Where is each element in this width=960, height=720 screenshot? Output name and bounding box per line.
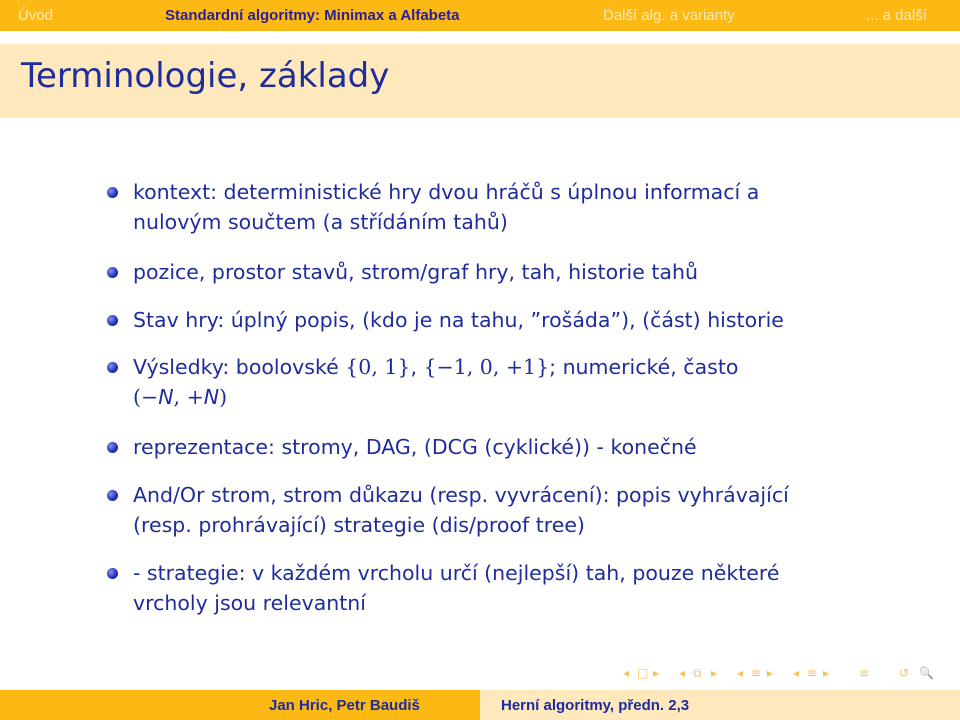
next-part-icon[interactable]: ▸ — [823, 666, 830, 680]
section-icon[interactable]: ≡ — [751, 666, 762, 680]
results-label: Výsledky: boolovské — [133, 355, 346, 379]
bullet-item — [133, 558, 923, 618]
top-navigation-bar — [0, 0, 960, 31]
bullet-text-line: nulovým součtem (a střídáním tahů) — [133, 210, 508, 234]
footer-right — [480, 690, 960, 720]
part-icon[interactable]: ≡ — [807, 666, 818, 680]
nav-link-more[interactable]: ... a další — [866, 7, 927, 24]
next-section-icon[interactable]: ▸ — [767, 666, 774, 680]
slide-title: Terminologie, základy — [21, 56, 390, 96]
bullet-text-line — [133, 352, 923, 382]
prev-section-icon[interactable]: ◂ — [737, 666, 744, 680]
bullet-text-line: Stav hry: úplný popis, (kdo je na tahu, ”rošáda”), (část) historie — [133, 308, 784, 332]
nav-link-uvod[interactable]: Úvod — [18, 7, 54, 24]
zoom-icon[interactable]: 🔍 — [919, 666, 934, 680]
subsection-icon[interactable]: ⧉ — [693, 666, 702, 680]
separator: , — [410, 355, 424, 379]
range-open: (− — [133, 385, 159, 409]
beamer-navigation-symbols — [623, 666, 953, 682]
bullet-item — [133, 432, 923, 462]
bullet-icon — [107, 490, 118, 501]
boolean-set: {0, 1} — [345, 355, 411, 379]
bullet-icon — [107, 442, 118, 453]
bullet-item — [133, 352, 923, 412]
footer-left — [0, 690, 480, 720]
bullet-icon — [107, 362, 118, 373]
prev-frame-icon[interactable]: ◂ — [623, 666, 630, 680]
bullet-item — [133, 305, 923, 335]
bullet-text-line: - strategie: v každém vrcholu určí (nejlepší) tah, pouze některé — [133, 561, 780, 585]
slide-footer — [0, 690, 960, 720]
numeric-label: ; numerické, často — [549, 355, 739, 379]
prev-subsection-icon[interactable]: ◂ — [679, 666, 686, 680]
prev-part-icon[interactable]: ◂ — [793, 666, 800, 680]
bullet-text-line: (resp. prohrávající) strategie (dis/proof tree) — [133, 513, 585, 537]
bullet-icon — [107, 267, 118, 278]
bullet-icon — [107, 568, 118, 579]
bullet-text-line: And/Or strom, strom důkazu (resp. vyvrácení): popis vyhrávající — [133, 483, 789, 507]
bullet-text-line: vrcholy jsou relevantní — [133, 591, 366, 615]
footer-lecture-title: Herní algoritmy, předn. 2,3 — [501, 697, 690, 714]
bullet-text-line: pozice, prostor stavů, strom/graf hry, tah, historie tahů — [133, 260, 698, 284]
frame-icon[interactable]: □ — [637, 666, 649, 680]
range-close: ) — [219, 385, 228, 409]
bullet-icon — [107, 315, 118, 326]
range-n: N — [203, 385, 220, 409]
next-frame-icon[interactable]: ▸ — [653, 666, 660, 680]
bullet-item — [133, 257, 923, 287]
nav-link-standard-algorithms[interactable]: Standardní algoritmy: Minimax a Alfabeta — [165, 7, 460, 24]
bullet-text-line: kontext: deterministické hry dvou hráčů s úplnou informací a — [133, 180, 760, 204]
bullet-item — [133, 177, 923, 237]
range-n: N — [158, 385, 174, 409]
bullet-text-line: reprezentace: stromy, DAG, (DCG (cyklické)) - konečné — [133, 435, 697, 459]
footer-authors: Jan Hric, Petr Baudiš — [269, 697, 420, 714]
bullet-item — [133, 480, 923, 540]
range-sep: , + — [173, 385, 204, 409]
back-loop-icon[interactable]: ↺ — [899, 666, 910, 680]
bullet-icon — [107, 187, 118, 198]
next-subsection-icon[interactable]: ▸ — [711, 666, 718, 680]
bullet-text-line — [133, 382, 923, 412]
ternary-set: {−1, 0, +1} — [423, 355, 550, 379]
document-icon[interactable]: ≡ — [859, 666, 870, 680]
nav-link-other-algorithms[interactable]: Další alg. a varianty — [603, 7, 735, 24]
slide-title-band — [0, 44, 960, 118]
